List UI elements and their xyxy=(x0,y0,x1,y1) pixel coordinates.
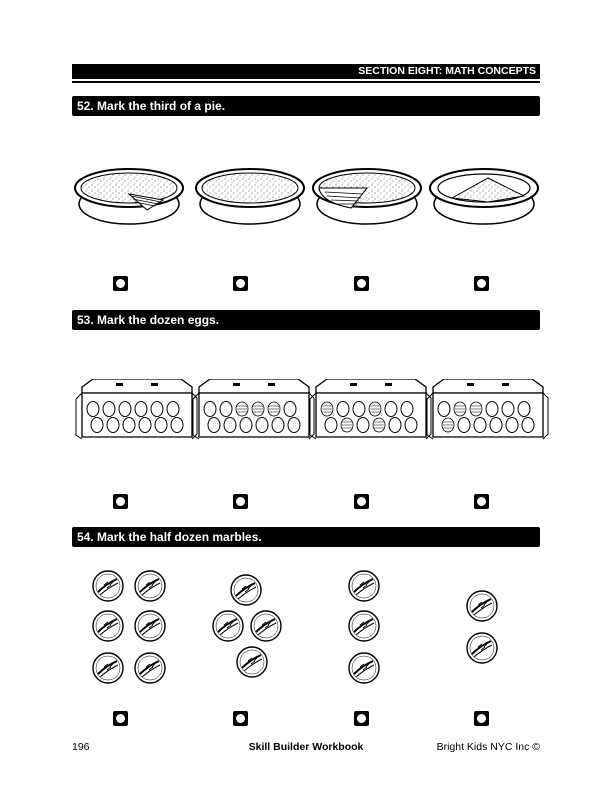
answer-bubble-52-a[interactable] xyxy=(113,276,128,291)
header-divider xyxy=(72,81,540,83)
question-prompt: Mark the dozen eggs. xyxy=(97,313,220,327)
answer-bubble-53-b[interactable] xyxy=(233,494,248,509)
publisher-credit: Bright Kids NYC Inc © xyxy=(436,741,540,753)
egg-carton-full-icon xyxy=(75,379,199,450)
answer-bubble-52-c[interactable] xyxy=(354,276,369,291)
section-title: SECTION EIGHT: MATH CONCEPTS xyxy=(358,65,536,77)
marbles-group-icon xyxy=(84,566,174,695)
whole-pie-icon xyxy=(194,166,306,233)
marbles-group-icon xyxy=(319,566,409,695)
pie-missing-slice-icon xyxy=(73,166,185,233)
answer-bubble-53-d[interactable] xyxy=(474,494,489,509)
egg-carton-partial-icon xyxy=(309,379,433,450)
marbles-group-icon xyxy=(204,566,294,695)
answer-bubble-54-b[interactable] xyxy=(233,711,248,726)
question-number: 53. xyxy=(77,313,94,327)
question-54-bar xyxy=(72,527,540,547)
question-prompt: Mark the third of a pie. xyxy=(97,99,226,113)
question-52-bar xyxy=(72,96,540,116)
question-53-bar xyxy=(72,310,540,330)
answer-bubble-53-a[interactable] xyxy=(113,494,128,509)
question-number: 52. xyxy=(77,99,94,113)
answer-bubble-53-c[interactable] xyxy=(354,494,369,509)
pie-missing-third-icon xyxy=(311,166,423,233)
question-prompt: Mark the half dozen marbles. xyxy=(97,530,262,544)
egg-carton-partial-icon xyxy=(192,379,316,450)
marbles-group-icon xyxy=(437,566,527,695)
answer-bubble-54-a[interactable] xyxy=(113,711,128,726)
answer-bubble-54-d[interactable] xyxy=(474,711,489,726)
page-number: 196 xyxy=(72,741,90,753)
question-number: 54. xyxy=(77,530,94,544)
answer-bubble-52-b[interactable] xyxy=(233,276,248,291)
book-title: Skill Builder Workbook xyxy=(248,741,364,753)
answer-bubble-54-c[interactable] xyxy=(354,711,369,726)
egg-carton-partial-icon xyxy=(426,379,550,450)
section-header-bar xyxy=(72,64,540,79)
pie-one-slice-left-icon xyxy=(428,166,540,233)
answer-bubble-52-d[interactable] xyxy=(474,276,489,291)
